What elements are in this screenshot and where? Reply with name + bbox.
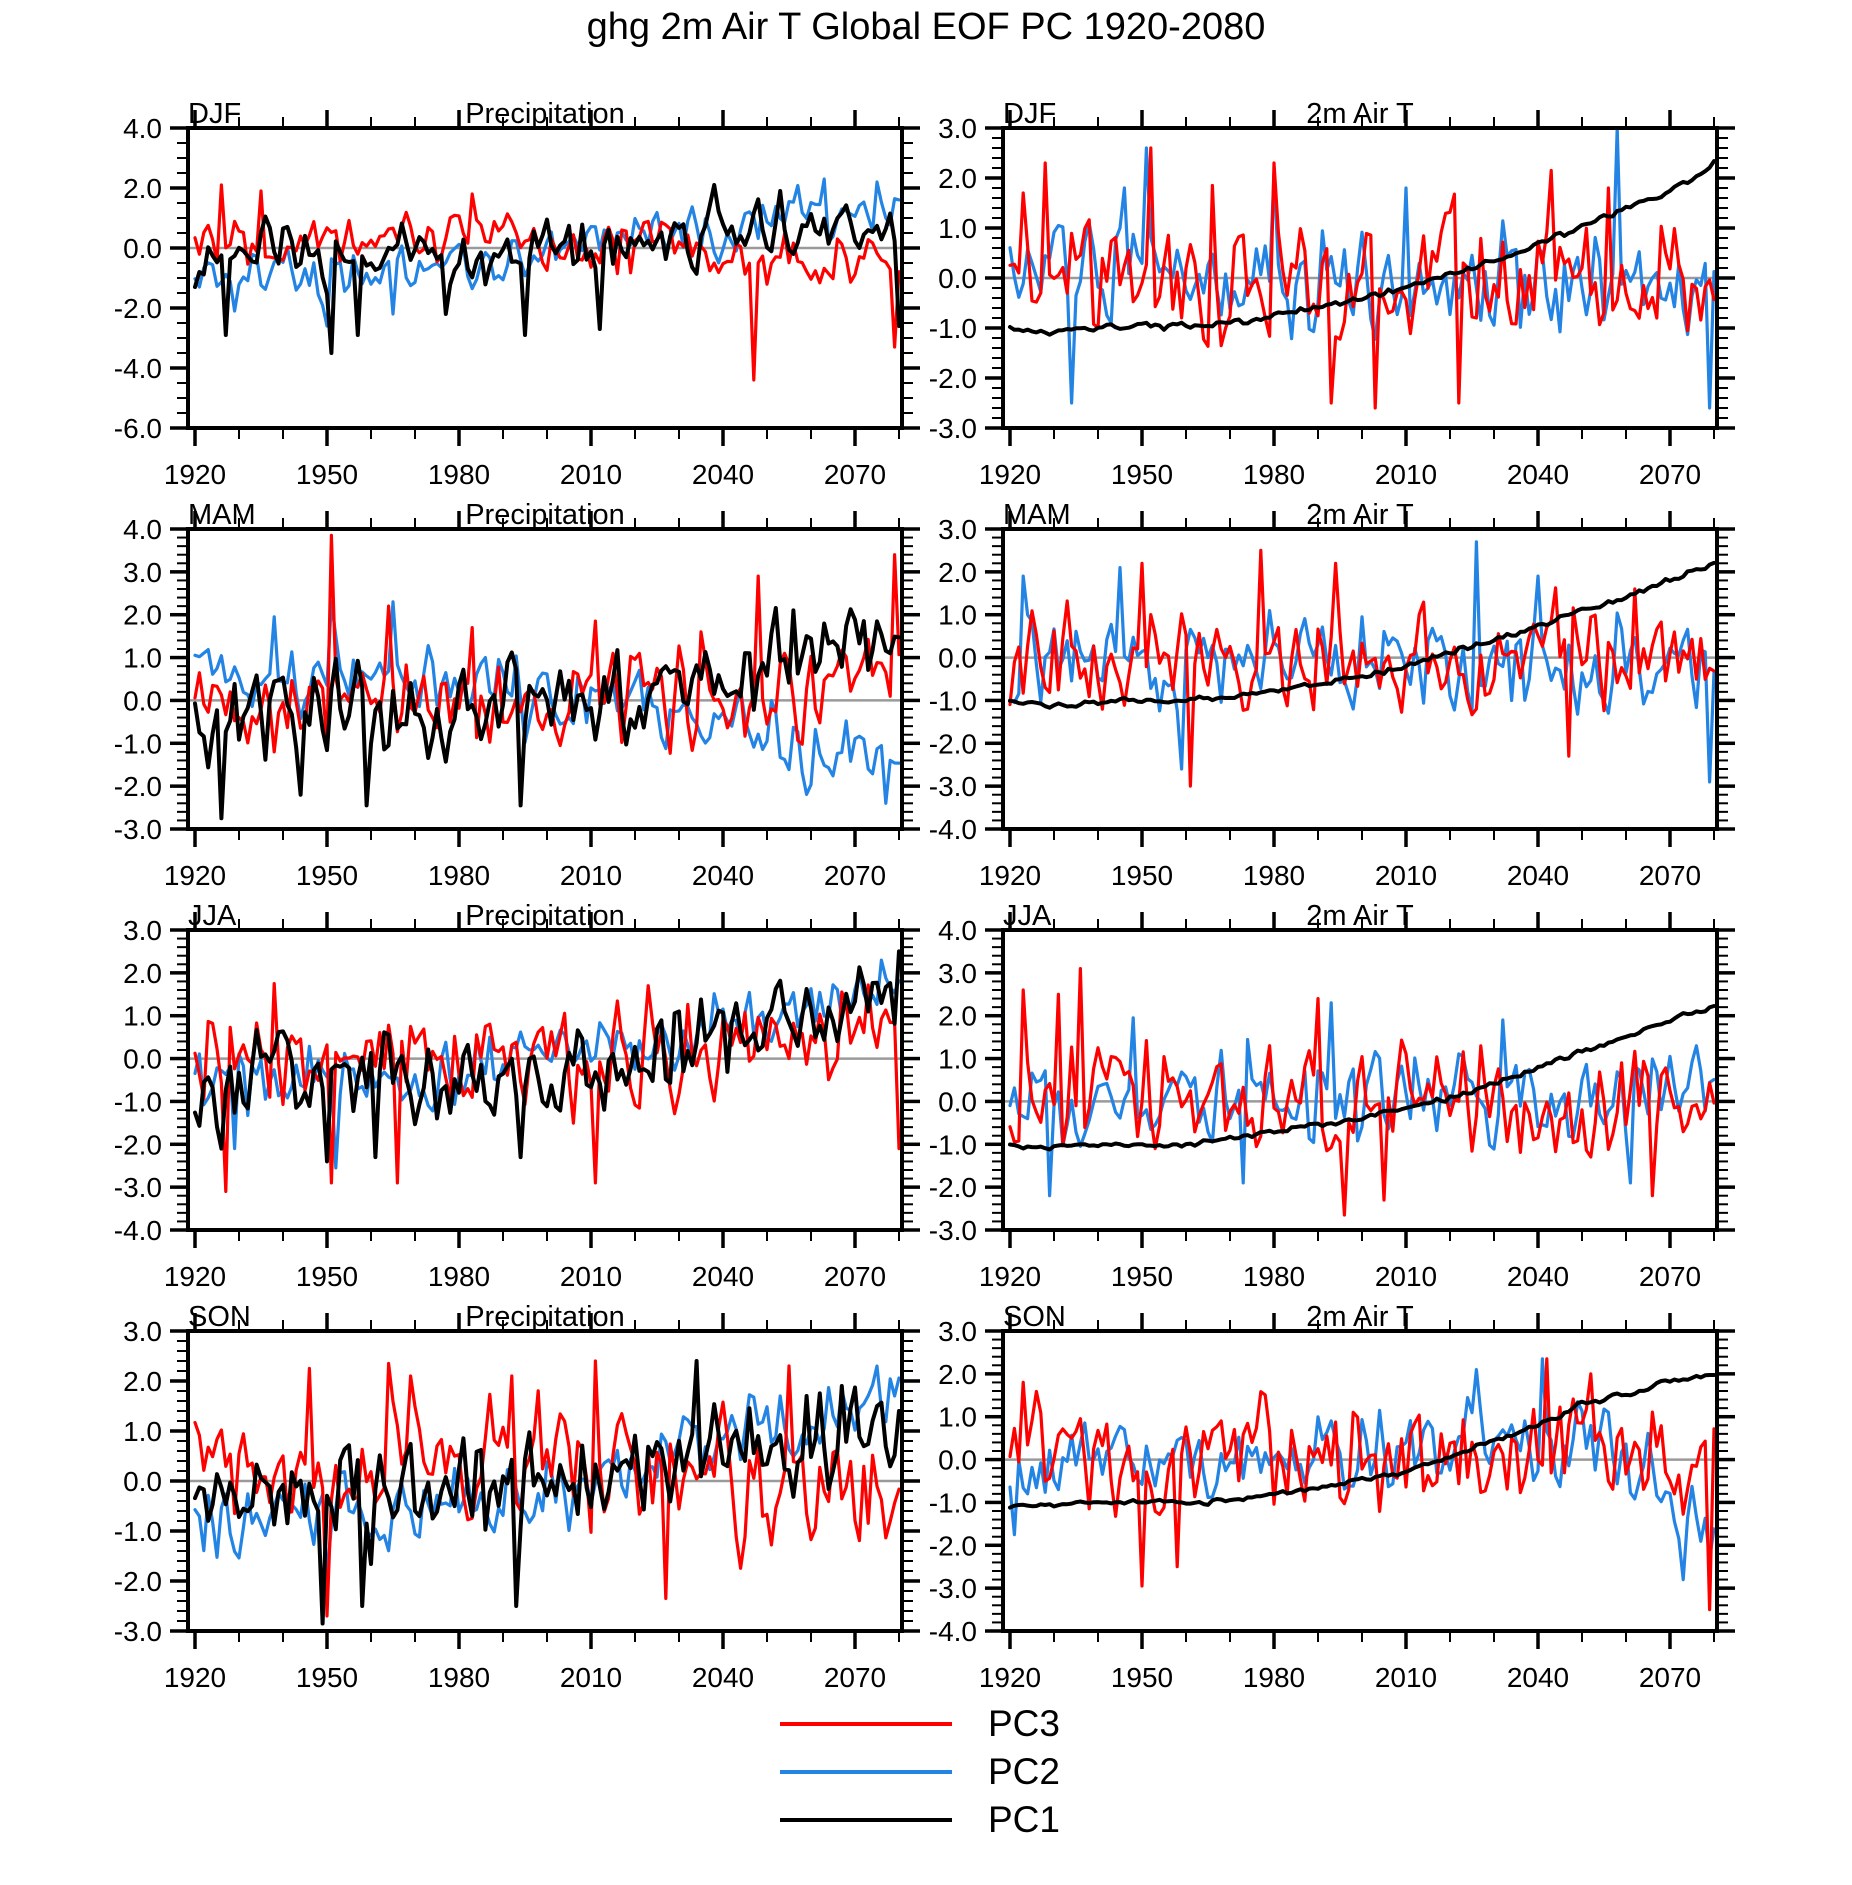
series-pc3-line [1010, 550, 1714, 786]
x-tick-label: 2040 [691, 1662, 755, 1693]
x-tick-label: 1980 [1242, 860, 1306, 891]
y-tick-label: 1.0 [938, 213, 977, 244]
x-tick-label: 1980 [427, 1261, 491, 1292]
plot-jja-precipitation [100, 900, 960, 1295]
legend-entry-pc1 [780, 1796, 1200, 1844]
x-tick-label: 2040 [691, 459, 755, 490]
series-pc1-line [1010, 1375, 1714, 1508]
x-tick-label: 2010 [1374, 860, 1438, 891]
series-pc3-line [195, 535, 899, 753]
x-tick-label: 2040 [691, 860, 755, 891]
x-tick-label: 2070 [1638, 1662, 1702, 1693]
x-tick-label: 1920 [163, 860, 227, 891]
y-tick-label: 3.0 [938, 113, 977, 144]
y-tick-label: 4.0 [123, 113, 162, 144]
x-tick-label: 2070 [1638, 459, 1702, 490]
series-pc3-line [1010, 969, 1714, 1215]
y-tick-label: -2.0 [113, 1129, 162, 1161]
x-tick-label: 2010 [559, 459, 623, 490]
x-tick-label: 2070 [823, 860, 887, 891]
y-tick-label: -2.0 [113, 1566, 162, 1597]
x-tick-label: 1920 [978, 860, 1042, 891]
y-tick-label: -3.0 [928, 413, 977, 444]
y-tick-label: 1.0 [123, 1000, 162, 1032]
y-tick-label: 1.0 [938, 599, 977, 631]
pc3-line-sample [780, 1722, 952, 1726]
panel-jja-precipitation [100, 900, 960, 1300]
plot-frame [1003, 529, 1717, 829]
panel-title: Precipitation [465, 900, 625, 932]
season-label: DJF [188, 98, 242, 130]
x-tick-label: 1950 [1110, 1662, 1174, 1693]
plot-djf-precipitation [100, 98, 960, 493]
season-label: MAM [188, 499, 256, 531]
x-tick-label: 1980 [1242, 1662, 1306, 1693]
y-tick-label: 0.0 [123, 233, 162, 264]
y-tick-label: 3.0 [938, 957, 977, 989]
legend-label-pc3: PC3 [988, 1703, 1060, 1744]
x-tick-label: 2040 [1506, 459, 1570, 490]
y-tick-label: 1.0 [938, 1401, 977, 1433]
plot-son-precipitation [100, 1301, 960, 1696]
y-tick-label: 4.0 [938, 915, 977, 946]
series-pc2-line [1010, 1003, 1714, 1196]
y-tick-label: -1.0 [113, 728, 162, 760]
x-tick-label: 1920 [163, 1662, 227, 1693]
y-tick-label: -2.0 [928, 1172, 977, 1204]
panel-title: 2m Air T [1306, 1301, 1414, 1333]
series-pc2-line [195, 1366, 899, 1576]
x-tick-label: 2070 [1638, 1261, 1702, 1292]
x-tick-label: 1950 [295, 860, 359, 891]
x-tick-label: 2010 [559, 1261, 623, 1292]
pc1-line-sample [780, 1818, 952, 1822]
y-tick-label: 2.0 [123, 173, 162, 204]
y-tick-label: -3.0 [928, 1573, 977, 1605]
legend-entry-pc3 [780, 1700, 1200, 1748]
y-tick-label: -2.0 [928, 1530, 977, 1562]
series-pc1-line [195, 1361, 899, 1624]
y-tick-label: -1.0 [928, 685, 977, 717]
x-tick-label: 2010 [1374, 1662, 1438, 1693]
y-tick-label: -4.0 [928, 814, 977, 845]
season-label: DJF [1003, 98, 1057, 130]
x-tick-label: 2040 [1506, 1662, 1570, 1693]
y-tick-label: 2.0 [938, 163, 977, 194]
y-tick-label: 3.0 [123, 915, 162, 946]
x-tick-label: 1980 [427, 459, 491, 490]
plot-frame [1003, 930, 1717, 1230]
panel-mam-precipitation [100, 499, 960, 899]
x-tick-label: 1950 [295, 1662, 359, 1693]
panel-son-air-t [915, 1301, 1775, 1701]
x-tick-label: 1920 [978, 459, 1042, 490]
season-label: SON [188, 1301, 251, 1333]
x-tick-label: 2040 [1506, 1261, 1570, 1292]
y-tick-label: 0.0 [938, 642, 977, 674]
y-tick-label: 4.0 [123, 514, 162, 545]
x-tick-label: 1920 [978, 1261, 1042, 1292]
plot-mam-precipitation [100, 499, 960, 894]
pc2-line-sample [780, 1770, 952, 1774]
panel-djf-air-t [915, 98, 1775, 498]
x-tick-label: 2070 [823, 1261, 887, 1292]
y-tick-label: 2.0 [938, 1358, 977, 1390]
x-tick-label: 1950 [295, 459, 359, 490]
y-tick-label: -3.0 [113, 814, 162, 845]
x-tick-label: 2010 [559, 860, 623, 891]
y-tick-label: 3.0 [123, 556, 162, 588]
plot-mam-air-t [915, 499, 1775, 894]
y-tick-label: -2.0 [113, 293, 162, 324]
y-tick-label: 0.0 [938, 263, 977, 294]
y-tick-label: 1.0 [123, 642, 162, 674]
x-tick-label: 2040 [1506, 860, 1570, 891]
y-tick-label: 0.0 [938, 1086, 977, 1118]
panel-title: 2m Air T [1306, 98, 1414, 130]
x-tick-label: 1920 [163, 459, 227, 490]
figure-title: ghg 2m Air T Global EOF PC 1920-2080 [586, 6, 1266, 48]
panel-mam-air-t [915, 499, 1775, 899]
y-tick-label: 3.0 [938, 514, 977, 545]
x-tick-label: 1980 [1242, 1261, 1306, 1292]
x-tick-label: 1950 [1110, 459, 1174, 490]
panel-title: 2m Air T [1306, 499, 1414, 531]
y-tick-label: 3.0 [123, 1316, 162, 1347]
x-tick-label: 1980 [427, 860, 491, 891]
y-tick-label: 1.0 [938, 1043, 977, 1075]
x-tick-label: 1920 [163, 1261, 227, 1292]
y-tick-label: -2.0 [928, 363, 977, 394]
x-tick-label: 2070 [823, 1662, 887, 1693]
y-tick-label: 2.0 [123, 1366, 162, 1397]
x-tick-label: 2070 [1638, 860, 1702, 891]
x-tick-label: 2010 [559, 1662, 623, 1693]
y-tick-label: 3.0 [938, 1316, 977, 1347]
y-tick-label: 0.0 [123, 685, 162, 717]
y-tick-label: -3.0 [928, 771, 977, 803]
panel-title: 2m Air T [1306, 900, 1414, 932]
x-tick-label: 2010 [1374, 459, 1438, 490]
x-tick-label: 2070 [823, 459, 887, 490]
panel-son-precipitation [100, 1301, 960, 1701]
y-tick-label: 2.0 [938, 1000, 977, 1032]
y-tick-label: -1.0 [928, 313, 977, 344]
y-tick-label: -2.0 [113, 771, 162, 803]
series-pc2-line [195, 960, 899, 1168]
y-tick-label: 1.0 [123, 1416, 162, 1447]
panel-title: Precipitation [465, 1301, 625, 1333]
y-tick-label: -3.0 [928, 1215, 977, 1246]
panel-title: Precipitation [465, 499, 625, 531]
plot-djf-air-t [915, 98, 1775, 493]
legend-label-pc2: PC2 [988, 1751, 1060, 1792]
x-tick-label: 1980 [427, 1662, 491, 1693]
y-tick-label: -4.0 [113, 1215, 162, 1246]
y-tick-label: 2.0 [938, 556, 977, 588]
panel-title: Precipitation [465, 98, 625, 130]
legend-entry-pc2 [780, 1748, 1200, 1796]
season-label: JJA [188, 900, 237, 932]
y-tick-label: -4.0 [928, 1616, 977, 1647]
y-tick-label: -3.0 [113, 1172, 162, 1204]
y-tick-label: -3.0 [113, 1616, 162, 1647]
x-tick-label: 1980 [1242, 459, 1306, 490]
y-tick-label: 2.0 [123, 599, 162, 631]
legend-label-pc1: PC1 [988, 1799, 1060, 1840]
legend [780, 1700, 1200, 1844]
x-tick-label: 1950 [1110, 1261, 1174, 1292]
y-tick-label: -2.0 [928, 728, 977, 760]
y-tick-label: 2.0 [123, 957, 162, 989]
y-tick-label: -1.0 [928, 1487, 977, 1519]
x-tick-label: 2040 [691, 1261, 755, 1292]
plot-son-air-t [915, 1301, 1775, 1696]
x-tick-label: 2010 [1374, 1261, 1438, 1292]
y-tick-label: -4.0 [113, 353, 162, 384]
season-label: SON [1003, 1301, 1066, 1333]
x-tick-label: 1920 [978, 1662, 1042, 1693]
x-tick-label: 1950 [295, 1261, 359, 1292]
y-tick-label: -1.0 [113, 1516, 162, 1547]
y-tick-label: 0.0 [123, 1043, 162, 1075]
y-tick-label: -6.0 [113, 413, 162, 444]
y-tick-label: -1.0 [113, 1086, 162, 1118]
panel-djf-precipitation [100, 98, 960, 498]
y-tick-label: -1.0 [928, 1129, 977, 1161]
season-label: MAM [1003, 499, 1071, 531]
panel-jja-air-t [915, 900, 1775, 1300]
y-tick-label: 0.0 [938, 1444, 977, 1476]
season-label: JJA [1003, 900, 1052, 932]
series-pc3-line [195, 984, 899, 1192]
plot-jja-air-t [915, 900, 1775, 1295]
y-tick-label: 0.0 [123, 1466, 162, 1497]
x-tick-label: 1950 [1110, 860, 1174, 891]
